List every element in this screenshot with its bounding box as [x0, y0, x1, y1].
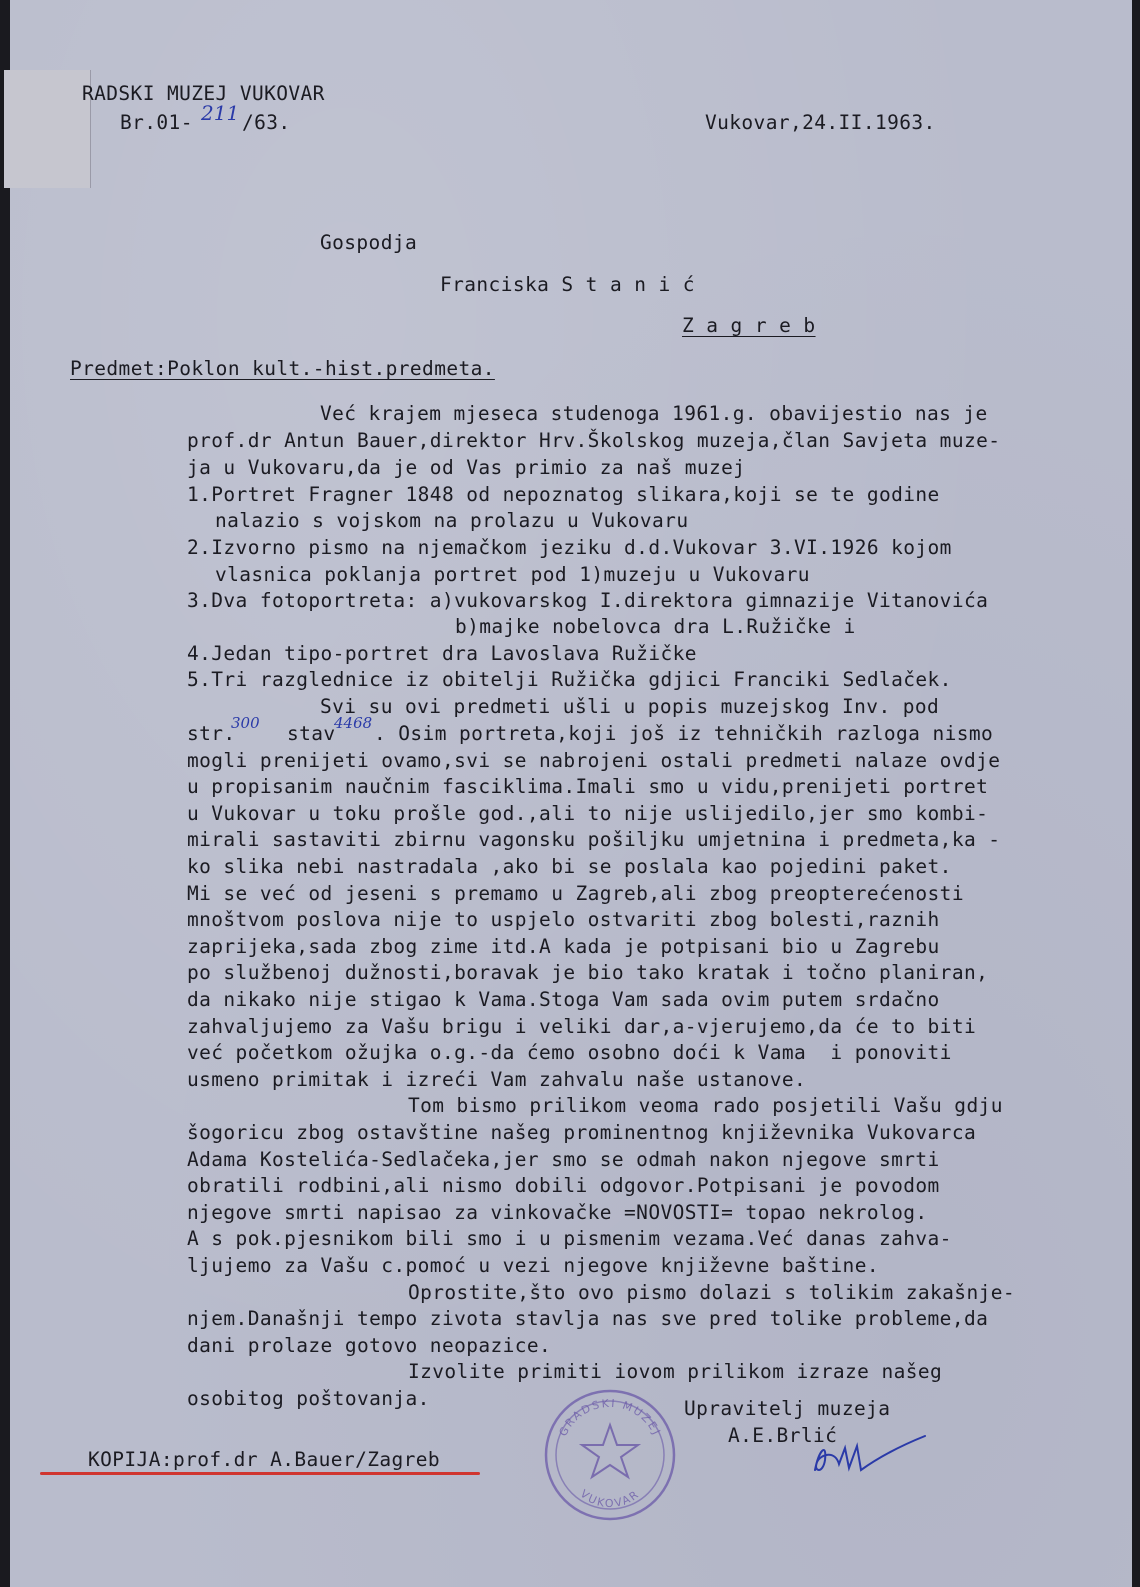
list-item: 4.Jedan tipo-portret dra Lavoslava Ružičke: [187, 642, 697, 665]
body-line: zahvaljujemo za Vašu brigu i veliki dar,a-vjerujemo,da će to biti: [187, 1015, 977, 1038]
addressee-city: Z a g r e b: [682, 314, 816, 337]
body-line: . Osim portreta,koji još iz tehničkih razloga nismo: [374, 722, 994, 745]
body-line: po službenoj dužnosti,boravak je bio tako kratak i točno planiran,: [187, 961, 989, 984]
body-line: da nikako nije stigao k Vama.Stoga Vam sada ovim putem srdačno: [187, 988, 940, 1011]
reference-number-handwritten: 211: [201, 101, 240, 125]
list-item: 1.Portret Fragner 1848 od nepoznatog slikara,koji se te godine: [187, 483, 940, 506]
list-item-continuation: nalazio s vojskom na prolazu u Vukovaru: [215, 509, 689, 532]
body-line: šogoricu zbog ostavštine našeg prominentnog književnika Vukovarca: [187, 1121, 977, 1144]
body-line: usmeno primitak i izreći Vam zahvalu naše ustanove.: [187, 1068, 807, 1091]
list-item: 3.Dva fotoportreta: a)vukovarskog I.direktora gimnazije Vitanovića: [187, 589, 989, 612]
reference-prefix: Br.01-: [120, 111, 193, 134]
salutation: Gospodja: [320, 231, 418, 254]
copy-note: KOPIJA:prof.dr A.Bauer/Zagreb: [88, 1448, 441, 1471]
body-line: mirali sastaviti zbirnu vagonsku pošiljku umjetnina i predmeta,ka -: [187, 828, 1001, 851]
body-line: Već krajem mjeseca studenoga 1961.g. obavijestio nas je: [320, 402, 988, 425]
body-line: ja u Vukovaru,da je od Vas primio za naš muzej: [187, 456, 746, 479]
institution-name: RADSKI MUZEJ VUKOVAR: [82, 82, 325, 105]
body-line: u propisanim naučnim fasciklima.Imali smo u vidu,prenijeti portret: [187, 775, 989, 798]
handwritten-signature: [805, 1430, 930, 1480]
body-line: ko slika nebi nastradala ,ako bi se poslala kao pojedini paket.: [187, 855, 952, 878]
body-line: mogli prenijeti ovamo,svi se nabrojeni ostali predmeti nalaze ovdje: [187, 749, 1001, 772]
body-line: njem.Današnji tempo zivota stavlja nas sve pred tolike probleme,da: [187, 1307, 989, 1330]
body-line: ljujemo za Vašu c.pomoć u vezi njegove književne baštine.: [187, 1254, 879, 1277]
body-line: osobitog poštovanja.: [187, 1387, 430, 1410]
body-line: dani prolaze gotovo neopazice.: [187, 1334, 552, 1357]
subject-line: Predmet:Poklon kult.-hist.predmeta.: [70, 357, 495, 380]
signatory-role: Upravitelj muzeja: [684, 1397, 891, 1420]
red-underline-mark: [40, 1472, 480, 1475]
paper-tab: [4, 70, 91, 188]
stamp-text-bottom: VUKOVAR: [577, 1487, 643, 1511]
body-line: Adama Kostelića-Sedlačeka,jer smo se odmah nakon njegove smrti: [187, 1148, 940, 1171]
list-item: 2.Izvorno pismo na njemačkom jeziku d.d.Vukovar 3.VI.1926 kojom: [187, 536, 952, 559]
body-line: njegove smrti napisao za vinkovačke =NOVOSTI= topao nekrolog.: [187, 1201, 928, 1224]
reference-suffix: /63.: [242, 111, 291, 134]
body-line: obratili rodbini,ali nismo dobili odgovor.Potpisani je povodom: [187, 1174, 940, 1197]
body-line: Svi su ovi predmeti ušli u popis muzejskog Inv. pod: [320, 695, 940, 718]
inventory-item-label: stav: [287, 722, 336, 745]
stamp-text-top: GRADSKI MUZEJ: [556, 1396, 664, 1439]
signatory-name: A.E.Brlić: [728, 1424, 838, 1447]
body-line: mnoštvom poslova nije to uspjelo ostvariti zbog bolesti,raznih: [187, 908, 940, 931]
body-line: već početkom ožujka o.g.-da ćemo osobno doći k Vama i ponoviti: [187, 1041, 952, 1064]
list-item-continuation: b)majke nobelovca dra L.Ružičke i: [455, 615, 856, 638]
body-line: Izvolite primiti iovom prilikom izraze našeg: [408, 1360, 943, 1383]
body-line: u Vukovar u toku prošle god.,ali to nije uslijedilo,jer smo kombi-: [187, 802, 989, 825]
list-item-continuation: vlasnica poklanja portret pod 1)muzeju u Vukovaru: [215, 563, 810, 586]
inventory-page-handwritten: 300: [231, 714, 260, 732]
letter-page: [10, 0, 1132, 1587]
body-line: prof.dr Antun Bauer,direktor Hrv.Školskog muzeja,član Savjeta muze-: [187, 429, 1001, 452]
body-line: A s pok.pjesnikom bili smo i u pismenim vezama.Već danas zahva-: [187, 1227, 952, 1250]
inventory-page-label: str.: [187, 722, 236, 745]
body-line: Tom bismo prilikom veoma rado posjetili Vašu gdju: [408, 1094, 1003, 1117]
place-date: Vukovar,24.II.1963.: [705, 111, 936, 134]
body-line: Mi se već od jeseni s premamo u Zagreb,ali zbog preopterećenosti: [187, 882, 964, 905]
addressee-name: Franciska S t a n i ć: [440, 273, 695, 296]
official-stamp: [540, 1385, 680, 1525]
inventory-item-handwritten: 4468: [334, 714, 373, 732]
list-item: 5.Tri razglednice iz obitelji Ružička gdjici Franciki Sedlaček.: [187, 668, 952, 691]
body-line: Oprostite,što ovo pismo dolazi s tolikim zakašnje-: [408, 1281, 1015, 1304]
svg-text:VUKOVAR: [578, 1487, 643, 1510]
body-line: zaprijeka,sada zbog zime itd.A kada je potpisani bio u Zagrebu: [187, 935, 940, 958]
